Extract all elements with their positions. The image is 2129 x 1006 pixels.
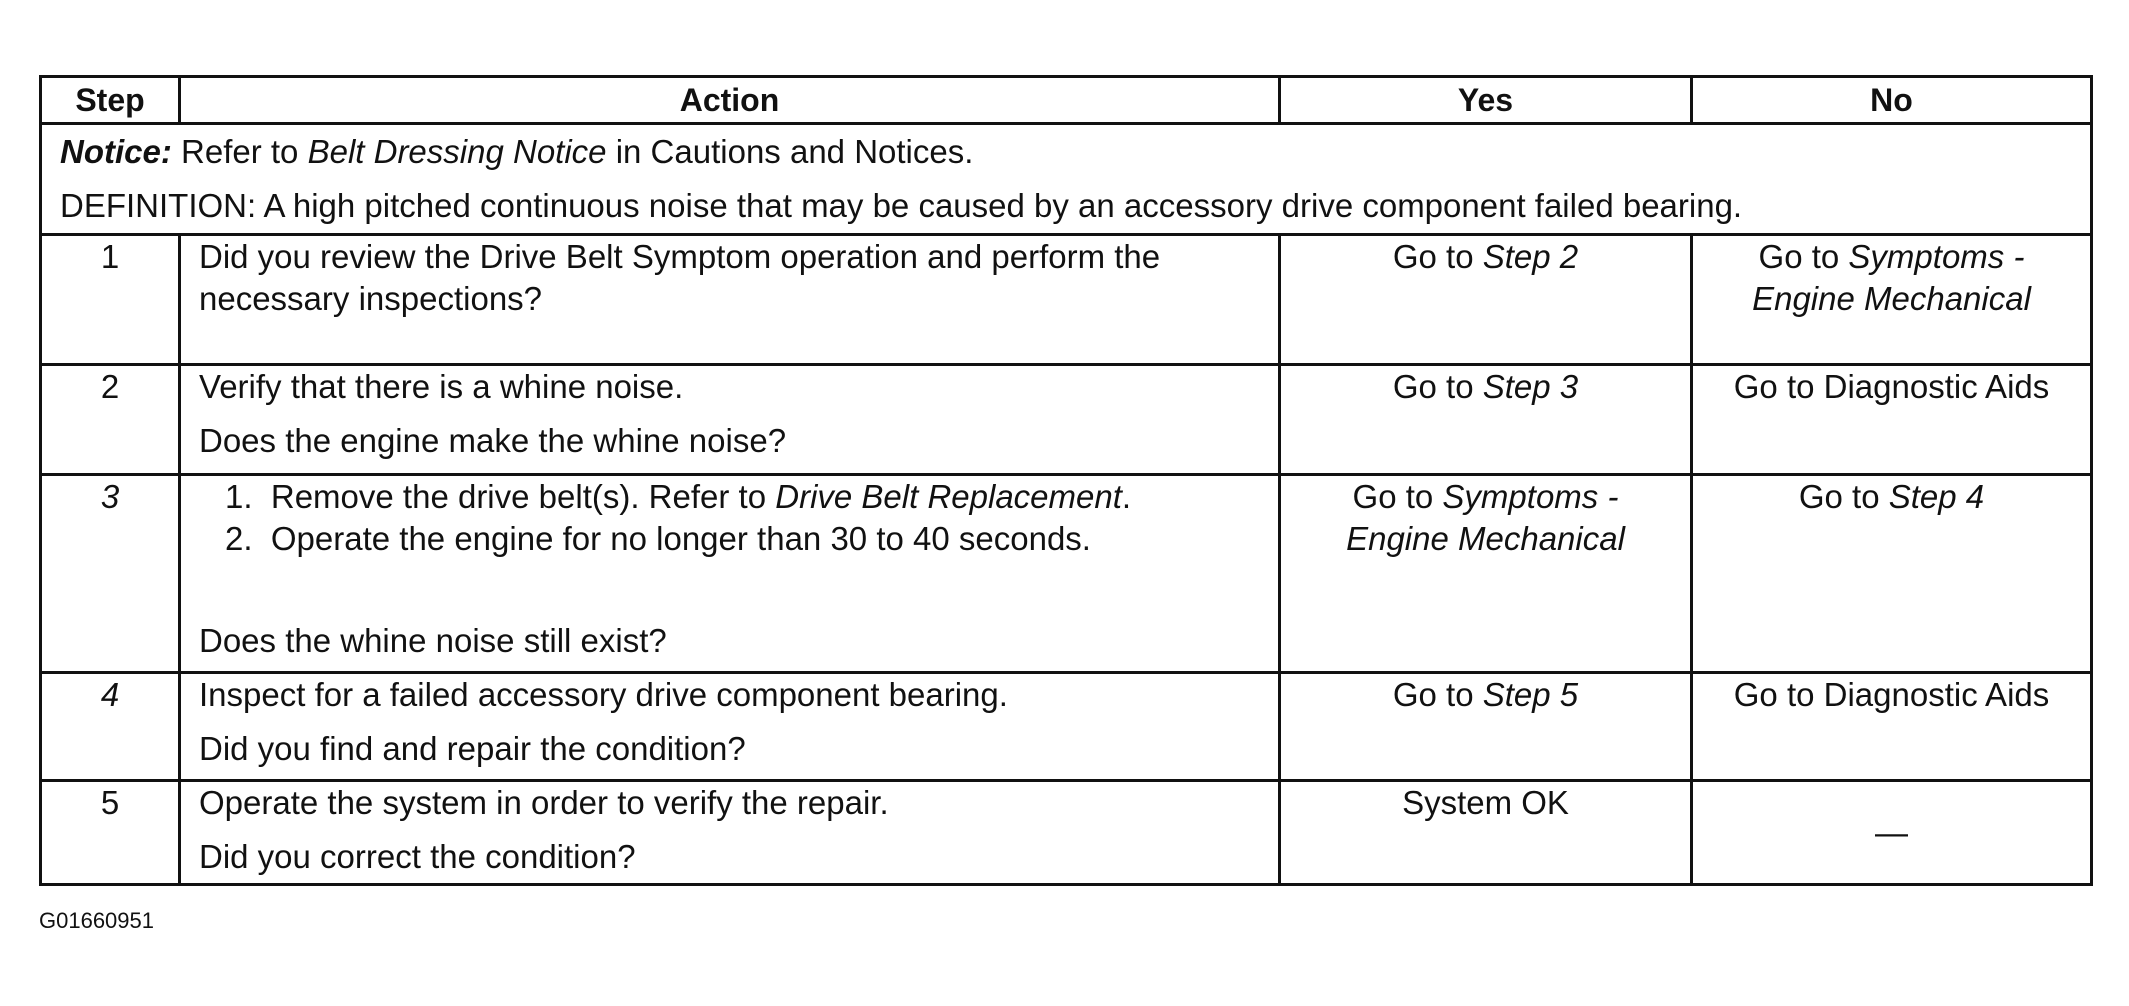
notice-line [60, 125, 2072, 179]
action-text: Did you review the Drive Belt Symptom operation and perform the [199, 238, 1161, 275]
notice-link: Belt Dressing Notice [307, 133, 607, 170]
header-action: Action [180, 77, 1280, 124]
replacement-ref: Drive Belt Replacement [775, 478, 1122, 515]
no-cell: Go to Diagnostic Aids [1692, 673, 2092, 781]
em-dash: — [1875, 813, 1908, 851]
step-number: 3 [41, 475, 180, 673]
table-row [41, 365, 2092, 475]
no-cell [1692, 781, 2092, 885]
header-step: Step [41, 77, 180, 124]
no-cell [1692, 235, 2092, 365]
yes-ref-line1: Symptoms - [1442, 478, 1619, 515]
action-question: Did you find and repair the condition? [199, 730, 746, 767]
notice-row [41, 124, 2092, 235]
yes-step-ref: Step 3 [1482, 368, 1579, 405]
yes-step-ref: Step 5 [1482, 676, 1579, 713]
no-ref-line2: Engine Mechanical [1752, 280, 2031, 317]
yes-step-ref: Step 2 [1482, 238, 1579, 275]
notice-text-before: Refer to [171, 133, 308, 170]
table-row [41, 235, 2092, 365]
action-question: Did you correct the condition? [199, 838, 636, 875]
notice-label: Notice: [60, 133, 172, 170]
yes-prefix: Go to [1352, 478, 1443, 515]
list-item: 1. Remove the drive belt(s). Refer to Drive Belt Replacement. [225, 478, 1132, 515]
yes-prefix: Go to [1392, 238, 1483, 275]
diagnostic-table [39, 75, 2093, 886]
yes-ref-line2: Engine Mechanical [1346, 520, 1625, 557]
action-cell [180, 365, 1280, 475]
action-question: necessary inspections? [199, 280, 543, 317]
no-ref-line1: Symptoms - [1848, 238, 2025, 275]
no-prefix: Go to [1758, 238, 1849, 275]
definition-text: DEFINITION: A high pitched continuous noise that may be caused by an accessory drive component failed bearing. [60, 187, 1743, 224]
header-row [41, 77, 2092, 124]
yes-cell [1280, 365, 1692, 475]
notice-cell [41, 124, 2092, 235]
step-number: 5 [41, 781, 180, 885]
figure-code: G01660951 [39, 908, 154, 933]
yes-cell [1280, 673, 1692, 781]
list-item: 2. Operate the engine for no longer than 30 to 40 seconds. [225, 520, 1091, 557]
action-text: Operate the system in order to verify the repair. [199, 784, 889, 821]
notice-text-after: in Cautions and Notices. [606, 133, 974, 170]
action-cell [180, 781, 1280, 885]
yes-prefix: Go to [1392, 368, 1483, 405]
header-no: No [1692, 77, 2092, 124]
step-number: 4 [41, 673, 180, 781]
action-question: Does the engine make the whine noise? [199, 422, 787, 459]
no-cell [1692, 475, 2092, 673]
table-row [41, 475, 2092, 673]
step-number: 1 [41, 235, 180, 365]
table-row [41, 673, 2092, 781]
action-cell [180, 475, 1280, 673]
table-row [41, 781, 2092, 885]
action-cell [180, 673, 1280, 781]
no-cell: Go to Diagnostic Aids [1692, 365, 2092, 475]
no-step-ref: Step 4 [1888, 478, 1985, 515]
action-text: Inspect for a failed accessory drive component bearing. [199, 676, 1008, 713]
header-yes: Yes [1280, 77, 1692, 124]
action-text: Verify that there is a whine noise. [199, 368, 684, 405]
yes-prefix: Go to [1392, 676, 1483, 713]
action-cell [180, 235, 1280, 365]
no-prefix: Go to [1798, 478, 1889, 515]
action-question: Does the whine noise still exist? [199, 622, 667, 659]
yes-cell [1280, 475, 1692, 673]
instruction-list [199, 476, 1260, 560]
yes-cell [1280, 235, 1692, 365]
step-number: 2 [41, 365, 180, 475]
yes-cell: System OK [1280, 781, 1692, 885]
